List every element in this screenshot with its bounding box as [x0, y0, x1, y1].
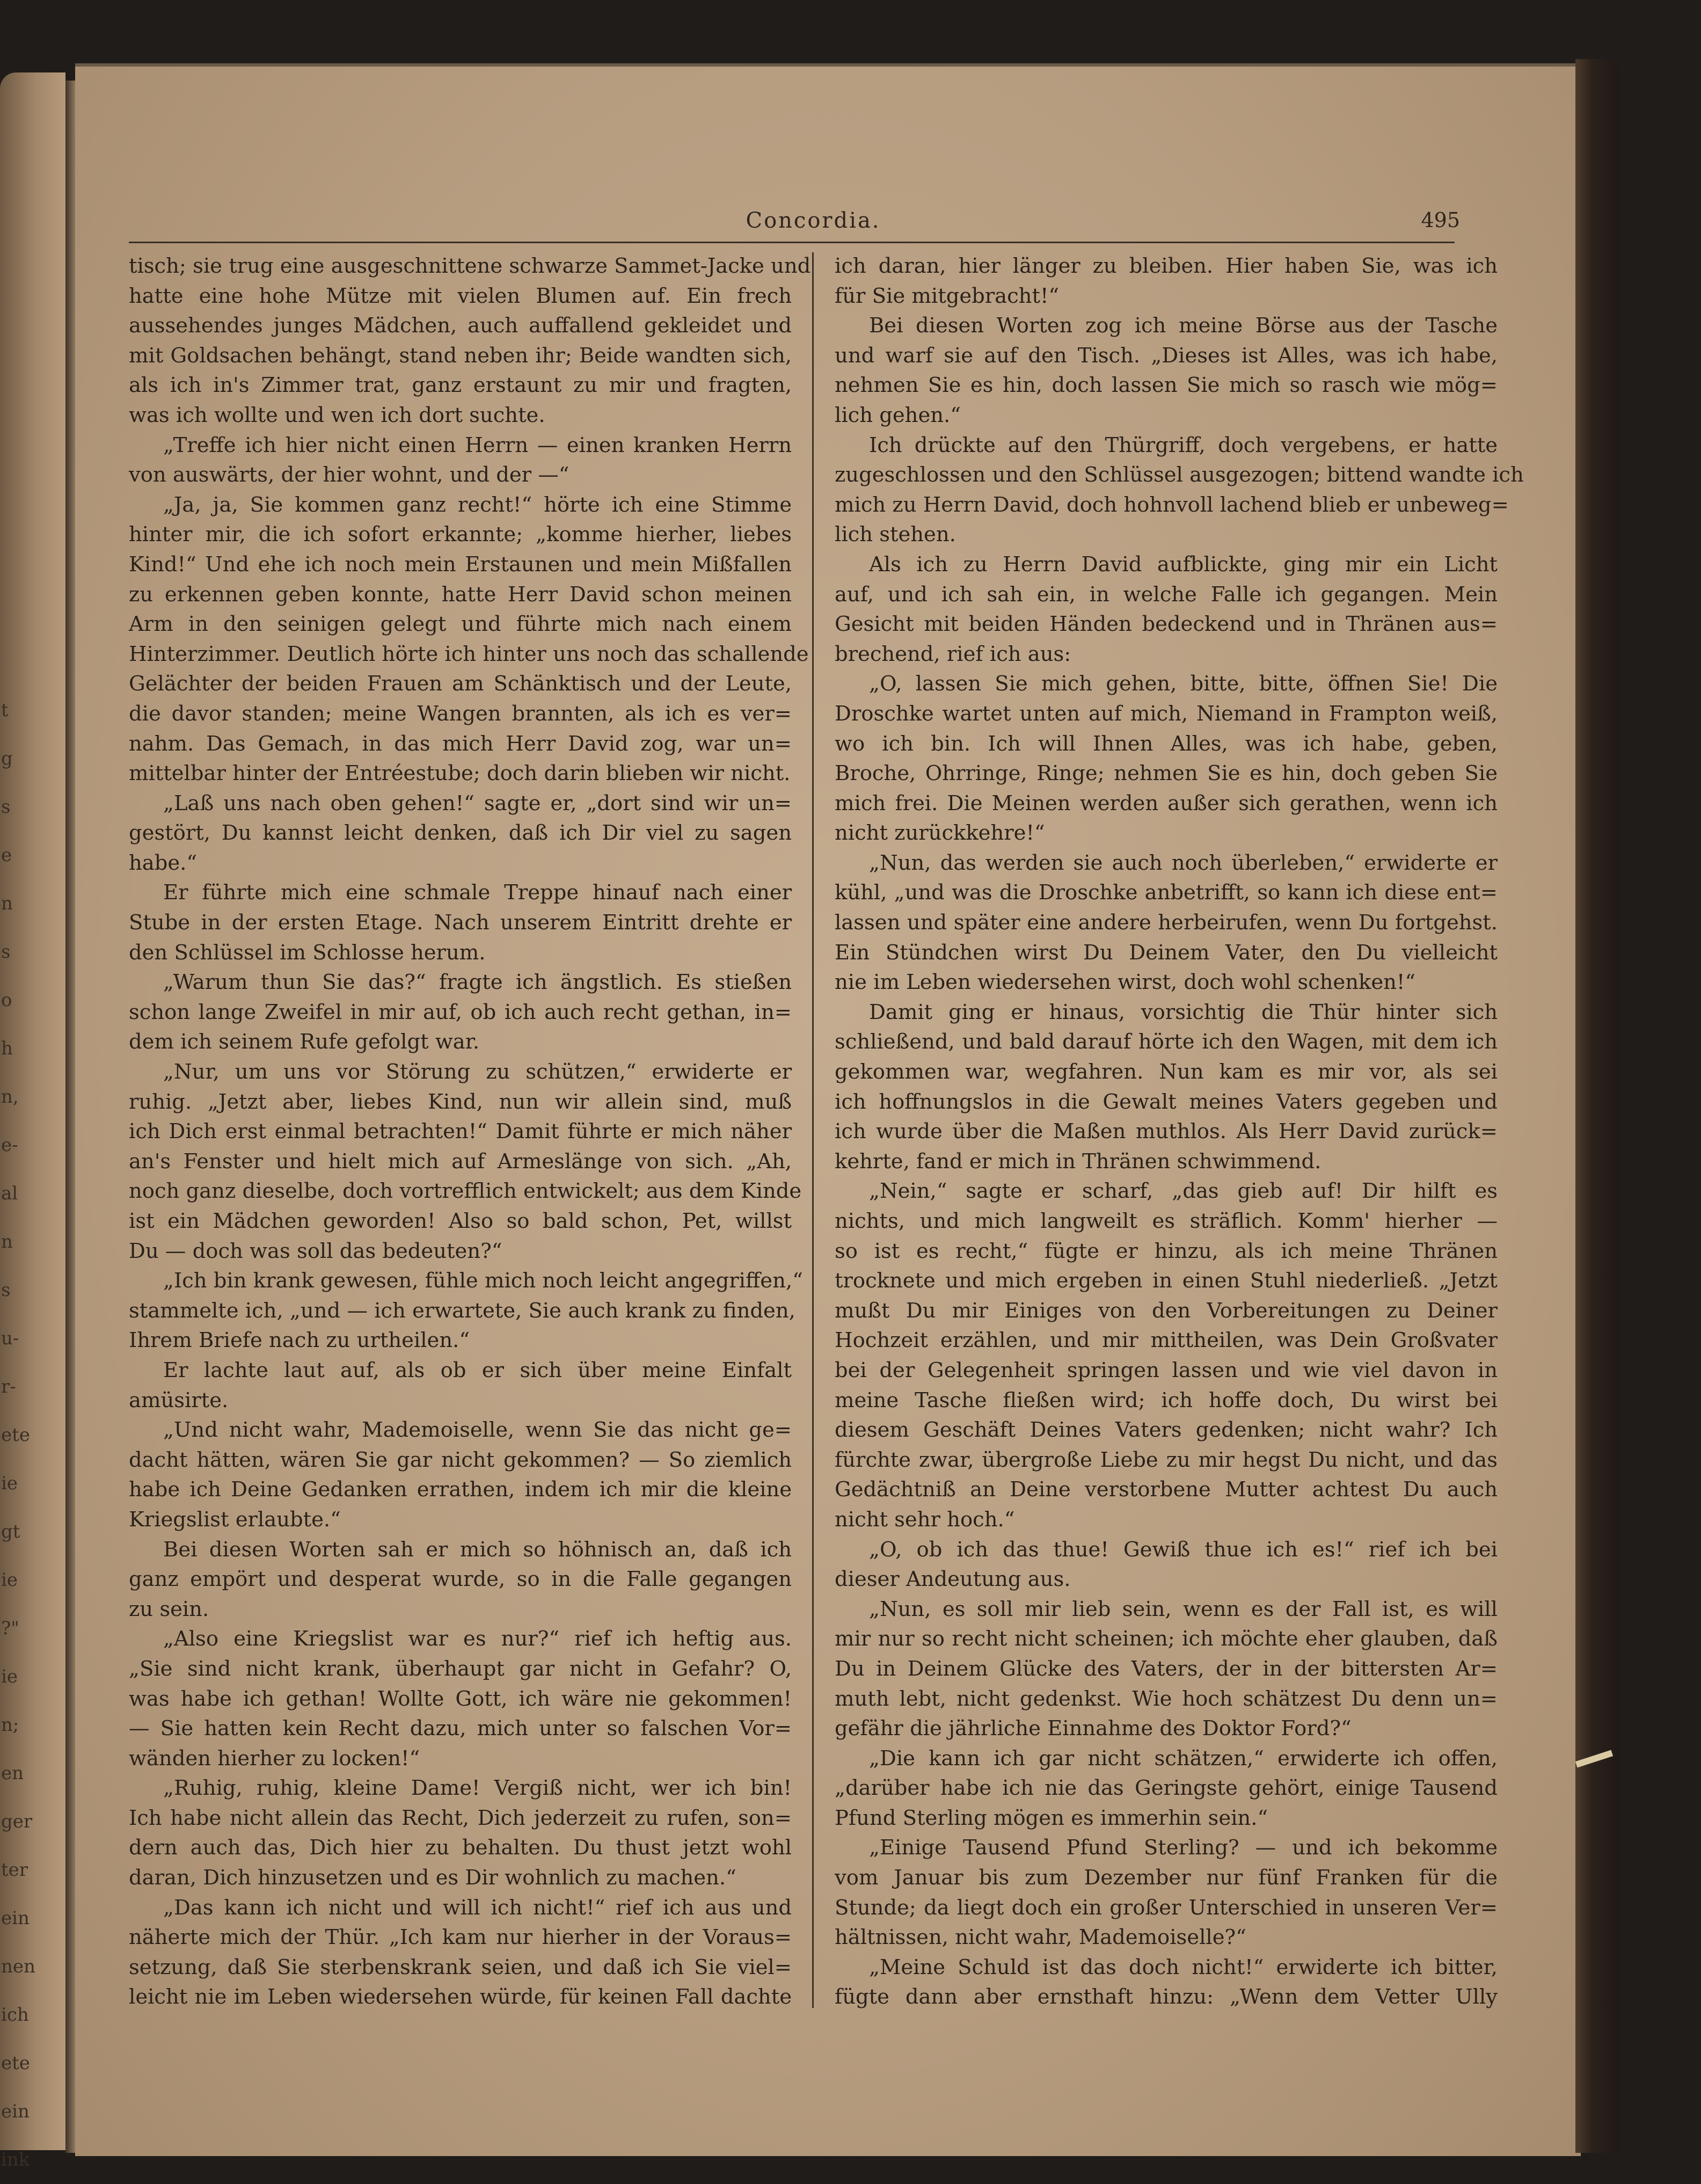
text-line: an's Fenster und hielt mich auf Armeslänge von sich. „Ah, — [129, 1149, 792, 1174]
text-line: lich stehen. — [835, 522, 956, 547]
text-line: mußt Du mir Einiges von den Vorbereitungen zu Deiner — [835, 1298, 1498, 1323]
facing-page-fragment: n, — [1, 1086, 19, 1108]
facing-page-fragment: ink — [1, 2149, 30, 2171]
text-line: Droschke wartet unten auf mich, Niemand in Frampton weiß, — [835, 701, 1498, 726]
text-line: nahm. Das Gemach, in das mich Herr David zog, war un= — [129, 731, 792, 756]
text-column-right — [835, 251, 1524, 2012]
text-line: dern auch das, Dich hier zu behalten. Du thust jetzt wohl — [129, 1836, 792, 1860]
text-line: habe ich Deine Gedanken errathen, indem ich mir die kleine — [129, 1477, 792, 1502]
text-line: Pfund Sterling mögen es immerhin sein.“ — [835, 1806, 1268, 1830]
text-line: wo ich bin. Ich will Ihnen Alles, was ich habe, geben, — [835, 731, 1498, 756]
text-line: so ist es recht,“ fügte er hinzu, als ich meine Thränen — [835, 1239, 1498, 1263]
facing-page-fragment: en — [1, 1763, 24, 1784]
facing-page-fragment: g — [1, 748, 13, 769]
text-line: habe.“ — [129, 850, 198, 875]
text-line: schließend, und bald darauf hörte ich den Wagen, mit dem ich — [835, 1030, 1498, 1054]
facing-page-fragment: ich — [1, 2004, 29, 2026]
text-line: Arm in den seinigen gelegt und führte mich nach einem — [129, 612, 792, 637]
text-line: dem ich seinem Rufe gefolgt war. — [129, 1030, 480, 1054]
text-line: hältnissen, nicht wahr, Mademoiselle?“ — [835, 1925, 1246, 1950]
text-line: „Die kann ich gar nicht schätzen,“ erwiderte ich offen, — [869, 1746, 1498, 1771]
book-cover-edge — [1575, 59, 1619, 2153]
facing-page-fragment: n; — [1, 1714, 19, 1736]
text-line: mich frei. Die Meinen werden außer sich gerathen, wenn ich — [835, 791, 1498, 816]
text-line: Als ich zu Herrn David aufblickte, ging mir ein Licht — [869, 552, 1498, 577]
text-line: leicht nie im Leben wiedersehen würde, für keinen Fall dachte — [129, 1985, 792, 2010]
facing-page-fragment: ete — [1, 1424, 30, 1446]
text-line: meine Tasche fließen wird; ich hoffe doch, Du wirst bei — [835, 1388, 1498, 1413]
text-line: was ich wollte und wen ich dort suchte. — [129, 403, 545, 427]
text-line: noch ganz dieselbe, doch vortrefflich entwickelt; aus dem Kinde — [129, 1179, 802, 1204]
running-title: Concordia. — [746, 208, 881, 233]
text-line: kühl, „und was die Droschke anbetrifft, so kann ich diese ent= — [835, 880, 1498, 905]
text-line: lich gehen.“ — [835, 403, 961, 427]
text-line: „Ja, ja, Sie kommen ganz recht!“ hörte ich eine Stimme — [163, 492, 792, 517]
facing-page-fragment: ?" — [1, 1618, 19, 1639]
text-line: als ich in's Zimmer trat, ganz erstaunt zu mir und fragten, — [129, 373, 792, 398]
text-line: tisch; sie trug eine ausgeschnittene schwarze Sammet-Jacke und — [129, 254, 811, 278]
text-line: Gedächtniß an Deine verstorbene Mutter achtest Du auch — [835, 1477, 1498, 1502]
text-line: stammelte ich, „und — ich erwartete, Sie auch krank zu finden, — [129, 1298, 795, 1323]
text-line: ich wurde über die Maßen muthlos. Als Herr David zurück= — [835, 1119, 1498, 1144]
facing-page-fragment: gt — [1, 1521, 20, 1542]
text-line: hatte eine hohe Mütze mit vielen Blumen auf. Ein frech — [129, 283, 792, 308]
text-line: Gelächter der beiden Frauen am Schänktisch und der Leute, — [129, 672, 792, 696]
facing-page-fragment: ie — [1, 1569, 18, 1591]
text-line: Du — doch was soll das bedeuten?“ — [129, 1239, 502, 1263]
page-number: 495 — [1421, 208, 1460, 232]
facing-page-fragment: r- — [1, 1376, 16, 1397]
text-line: daran, Dich hinzusetzen und es Dir wohnlich zu machen.“ — [129, 1866, 736, 1890]
text-line: „Ich bin krank gewesen, fühle mich noch leicht angegriffen,“ — [163, 1269, 803, 1293]
text-line: „Sie sind nicht krank, überhaupt gar nicht in Gefahr? O, — [129, 1656, 792, 1681]
text-line: diesem Geschäft Deines Vaters gedenken; nicht wahr? Ich — [835, 1418, 1498, 1443]
text-line: Ihrem Briefe nach zu urtheilen.“ — [129, 1328, 470, 1353]
text-line: amüsirte. — [129, 1388, 229, 1413]
text-line: ich daran, hier länger zu bleiben. Hier haben Sie, was ich — [835, 254, 1498, 278]
text-line: zu sein. — [129, 1597, 209, 1621]
text-line: Ich habe nicht allein das Recht, Dich jederzeit zu rufen, son= — [129, 1806, 792, 1830]
text-line: muth lebt, nicht gedenkst. Wie hoch schätzest Du denn un= — [835, 1686, 1498, 1711]
text-line: Stunde; da liegt doch ein großer Unterschied in unseren Ver= — [835, 1895, 1498, 1920]
text-line: Hinterzimmer. Deutlich hörte ich hinter uns noch das schallende — [129, 642, 809, 666]
text-line: „Ruhig, ruhig, kleine Dame! Vergiß nicht, wer ich bin! — [163, 1776, 792, 1801]
text-line: Bei diesen Worten zog ich meine Börse aus der Tasche — [869, 314, 1498, 338]
text-line: „Nein,“ sagte er scharf, „das gieb auf! Dir hilft es — [869, 1179, 1498, 1204]
text-line: Kriegslist erlaubte.“ — [129, 1507, 341, 1532]
text-line: „Einige Tausend Pfund Sterling? — und ich bekomme — [869, 1836, 1498, 1860]
text-line: schon lange Zweifel in mir auf, ob ich auch recht gethan, in= — [129, 1000, 792, 1024]
text-line: Damit ging er hinaus, vorsichtig die Thür hinter sich — [869, 1000, 1498, 1024]
book-gutter — [65, 81, 75, 2153]
facing-page-fragment: u- — [1, 1328, 19, 1349]
text-line: ich hoffnungslos in die Gewalt meines Vaters gegeben und — [835, 1089, 1498, 1114]
text-line: mir nur so recht nicht scheinen; ich möchte eher glauben, daß — [835, 1627, 1498, 1651]
text-line: vom Januar bis zum Dezember nur fünf Franken für die — [835, 1866, 1498, 1890]
text-line: „darüber habe ich nie das Geringste gehört, einige Tausend — [835, 1776, 1498, 1801]
text-line: nicht zurückkehre!“ — [835, 821, 1045, 846]
text-line: Gesicht mit beiden Händen bedeckend und in Thränen aus= — [835, 612, 1498, 637]
text-line: Hochzeit erzählen, und mir mittheilen, was Dein Großvater — [835, 1328, 1498, 1353]
text-line: brechend, rief ich aus: — [835, 642, 1071, 666]
text-line: Du in Deinem Glücke des Vaters, der in der bittersten Ar= — [835, 1656, 1498, 1681]
facing-page-fragment: s — [1, 796, 11, 818]
facing-page-fragment: ein — [1, 1908, 30, 1929]
text-line: von auswärts, der hier wohnt, und der —“ — [129, 463, 570, 487]
text-line: dieser Andeutung aus. — [835, 1567, 1071, 1592]
text-line: „Laß uns nach oben gehen!“ sagte er, „dort sind wir un= — [163, 791, 792, 816]
text-line: fürchte zwar, übergroße Liebe zu mir hegst Du nicht, und das — [835, 1447, 1498, 1472]
text-line: den Schlüssel im Schlosse herum. — [129, 940, 486, 965]
facing-page-fragment: s — [1, 941, 11, 963]
facing-page-fragment: ie — [1, 1666, 18, 1687]
facing-page-fragment: e — [1, 845, 12, 866]
facing-page-fragment: ein — [1, 2101, 30, 2122]
text-line: Ein Stündchen wirst Du Deinem Vater, den Du vielleicht — [835, 940, 1498, 965]
text-line: gestört, Du kannst leicht denken, daß ich Dir viel zu sagen — [129, 821, 792, 846]
header-rule — [129, 242, 1455, 243]
text-line: „Meine Schuld ist das doch nicht!“ erwiderte ich bitter, — [869, 1955, 1498, 1979]
text-line: zugeschlossen und den Schlüssel ausgezogen; bittend wandte ich — [835, 463, 1524, 487]
facing-page-fragment: t — [1, 700, 9, 721]
text-line: bei der Gelegenheit springen lassen und wie viel davon in — [835, 1358, 1498, 1382]
facing-page-fragment: n — [1, 1231, 13, 1253]
text-line: kehrte, fand er mich in Thränen schwimmend. — [835, 1149, 1322, 1174]
text-line: „Und nicht wahr, Mademoiselle, wenn Sie das nicht ge= — [163, 1418, 792, 1443]
facing-page-fragment: n — [1, 893, 13, 914]
facing-page-fragment: o — [1, 989, 12, 1011]
text-line: und warf sie auf den Tisch. „Dieses ist Alles, was ich habe, — [835, 343, 1498, 368]
facing-page-fragment: ete — [1, 2052, 30, 2074]
text-line: ist ein Mädchen geworden! Also so bald schon, Pet, willst — [129, 1209, 792, 1233]
text-line: setzung, daß Sie sterbenskrank seien, und daß ich Sie viel= — [129, 1955, 792, 1979]
text-line: wänden hierher zu locken!“ — [129, 1746, 420, 1771]
text-line: gefähr die jährliche Einnahme des Doktor Ford?“ — [835, 1716, 1352, 1741]
text-line: nicht sehr hoch.“ — [835, 1507, 1015, 1532]
facing-page-fragment: al — [1, 1183, 18, 1204]
text-line: „Nur, um uns vor Störung zu schützen,“ erwiderte er — [163, 1060, 792, 1084]
text-line: nehmen Sie es hin, doch lassen Sie mich so rasch wie mög= — [835, 373, 1498, 398]
text-line: Broche, Ohrringe, Ringe; nehmen Sie es hin, doch geben Sie — [835, 761, 1498, 786]
text-line: „Warum thun Sie das?“ fragte ich ängstlich. Es stießen — [163, 970, 792, 995]
facing-page-fragment: s — [1, 1279, 11, 1301]
text-line: Er führte mich eine schmale Treppe hinauf nach einer — [163, 880, 792, 905]
text-line: nie im Leben wiedersehen wirst, doch wohl schenken!“ — [835, 970, 1416, 995]
text-line: Er lachte laut auf, als ob er sich über meine Einfalt — [163, 1358, 792, 1382]
text-line: trocknete und mich ergeben in einen Stuhl niederließ. „Jetzt — [835, 1269, 1498, 1293]
text-line: ganz empört und desperat wurde, so in die Falle gegangen — [129, 1567, 792, 1592]
text-line: mit Goldsachen behängt, stand neben ihr; Beide wandten sich, — [129, 343, 792, 368]
text-line: hinter mir, die ich sofort erkannte; „komme hierher, liebes — [129, 522, 792, 547]
text-line: ruhig. „Jetzt aber, liebes Kind, nun wir allein sind, muß — [129, 1089, 792, 1114]
text-line: die davor standen; meine Wangen brannten, als ich es ver= — [129, 701, 792, 726]
text-line: „O, lassen Sie mich gehen, bitte, bitte, öffnen Sie! Die — [869, 672, 1498, 696]
text-line: gekommen war, wegfahren. Nun kam es mir vor, als sei — [835, 1060, 1498, 1084]
facing-page-edge — [0, 72, 65, 2171]
text-line: was habe ich gethan! Wollte Gott, ich wäre nie gekommen! — [129, 1686, 792, 1711]
text-line: „Nun, es soll mir lieb sein, wenn es der Fall ist, es will — [869, 1597, 1498, 1621]
facing-page-fragment: e- — [1, 1134, 18, 1156]
text-line: näherte mich der Thür. „Ich kam nur hierher in der Voraus= — [129, 1925, 792, 1950]
text-line: fügte dann aber ernsthaft hinzu: „Wenn dem Vetter Ully — [835, 1985, 1498, 2010]
text-line: „O, ob ich das thue! Gewiß thue ich es!“ rief ich bei — [869, 1537, 1498, 1562]
text-line: Kind!“ Und ehe ich noch mein Erstaunen und mein Mißfallen — [129, 552, 792, 577]
text-line: zu erkennen geben konnte, hatte Herr David schon meinen — [129, 582, 792, 607]
text-line: auf, und ich sah ein, in welche Falle ich gegangen. Mein — [835, 582, 1498, 607]
facing-page-fragment: ger — [1, 1811, 33, 1832]
facing-page-fragment: ie — [1, 1473, 18, 1494]
text-line: Stube in der ersten Etage. Nach unserem Eintritt drehte er — [129, 911, 792, 935]
text-line: „Treffe ich hier nicht einen Herrn — einen kranken Herrn — [163, 433, 792, 457]
text-line: nichts, und mich langweilt es sträflich. Komm' hierher — — [835, 1209, 1498, 1233]
text-line: lassen und später eine andere herbeirufen, wenn Du fortgehst. — [835, 911, 1498, 935]
facing-page-fragment: ter — [1, 1859, 28, 1881]
text-line: „Nun, das werden sie auch noch überleben,“ erwiderte er — [869, 850, 1498, 875]
text-line: für Sie mitgebracht!“ — [835, 283, 1060, 308]
facing-page-fragment: nen — [1, 1956, 35, 1977]
column-divider — [812, 252, 814, 2008]
text-line: „Das kann ich nicht und will ich nicht!“ rief ich aus und — [163, 1895, 792, 1920]
text-line: mich zu Herrn David, doch hohnvoll lachend blieb er unbeweg= — [835, 492, 1509, 517]
text-line: mittelbar hinter der Entréestube; doch darin blieben wir nicht. — [129, 761, 791, 786]
text-line: — Sie hatten kein Recht dazu, mich unter so falschen Vor= — [129, 1716, 792, 1741]
text-line: aussehendes junges Mädchen, auch auffallend gekleidet und — [129, 314, 792, 338]
text-line: Ich drückte auf den Thürgriff, doch vergebens, er hatte — [869, 433, 1498, 457]
facing-page-fragment: h — [1, 1038, 13, 1059]
text-line: ich Dich erst einmal betrachten!“ Damit führte er mich näher — [129, 1119, 792, 1144]
text-line: Bei diesen Worten sah er mich so höhnisch an, daß ich — [163, 1537, 792, 1562]
text-column-left — [129, 251, 811, 2012]
text-line: „Also eine Kriegslist war es nur?“ rief ich heftig aus. — [163, 1627, 792, 1651]
text-line: dacht hätten, wären Sie gar nicht gekommen? — So ziemlich — [129, 1447, 792, 1472]
